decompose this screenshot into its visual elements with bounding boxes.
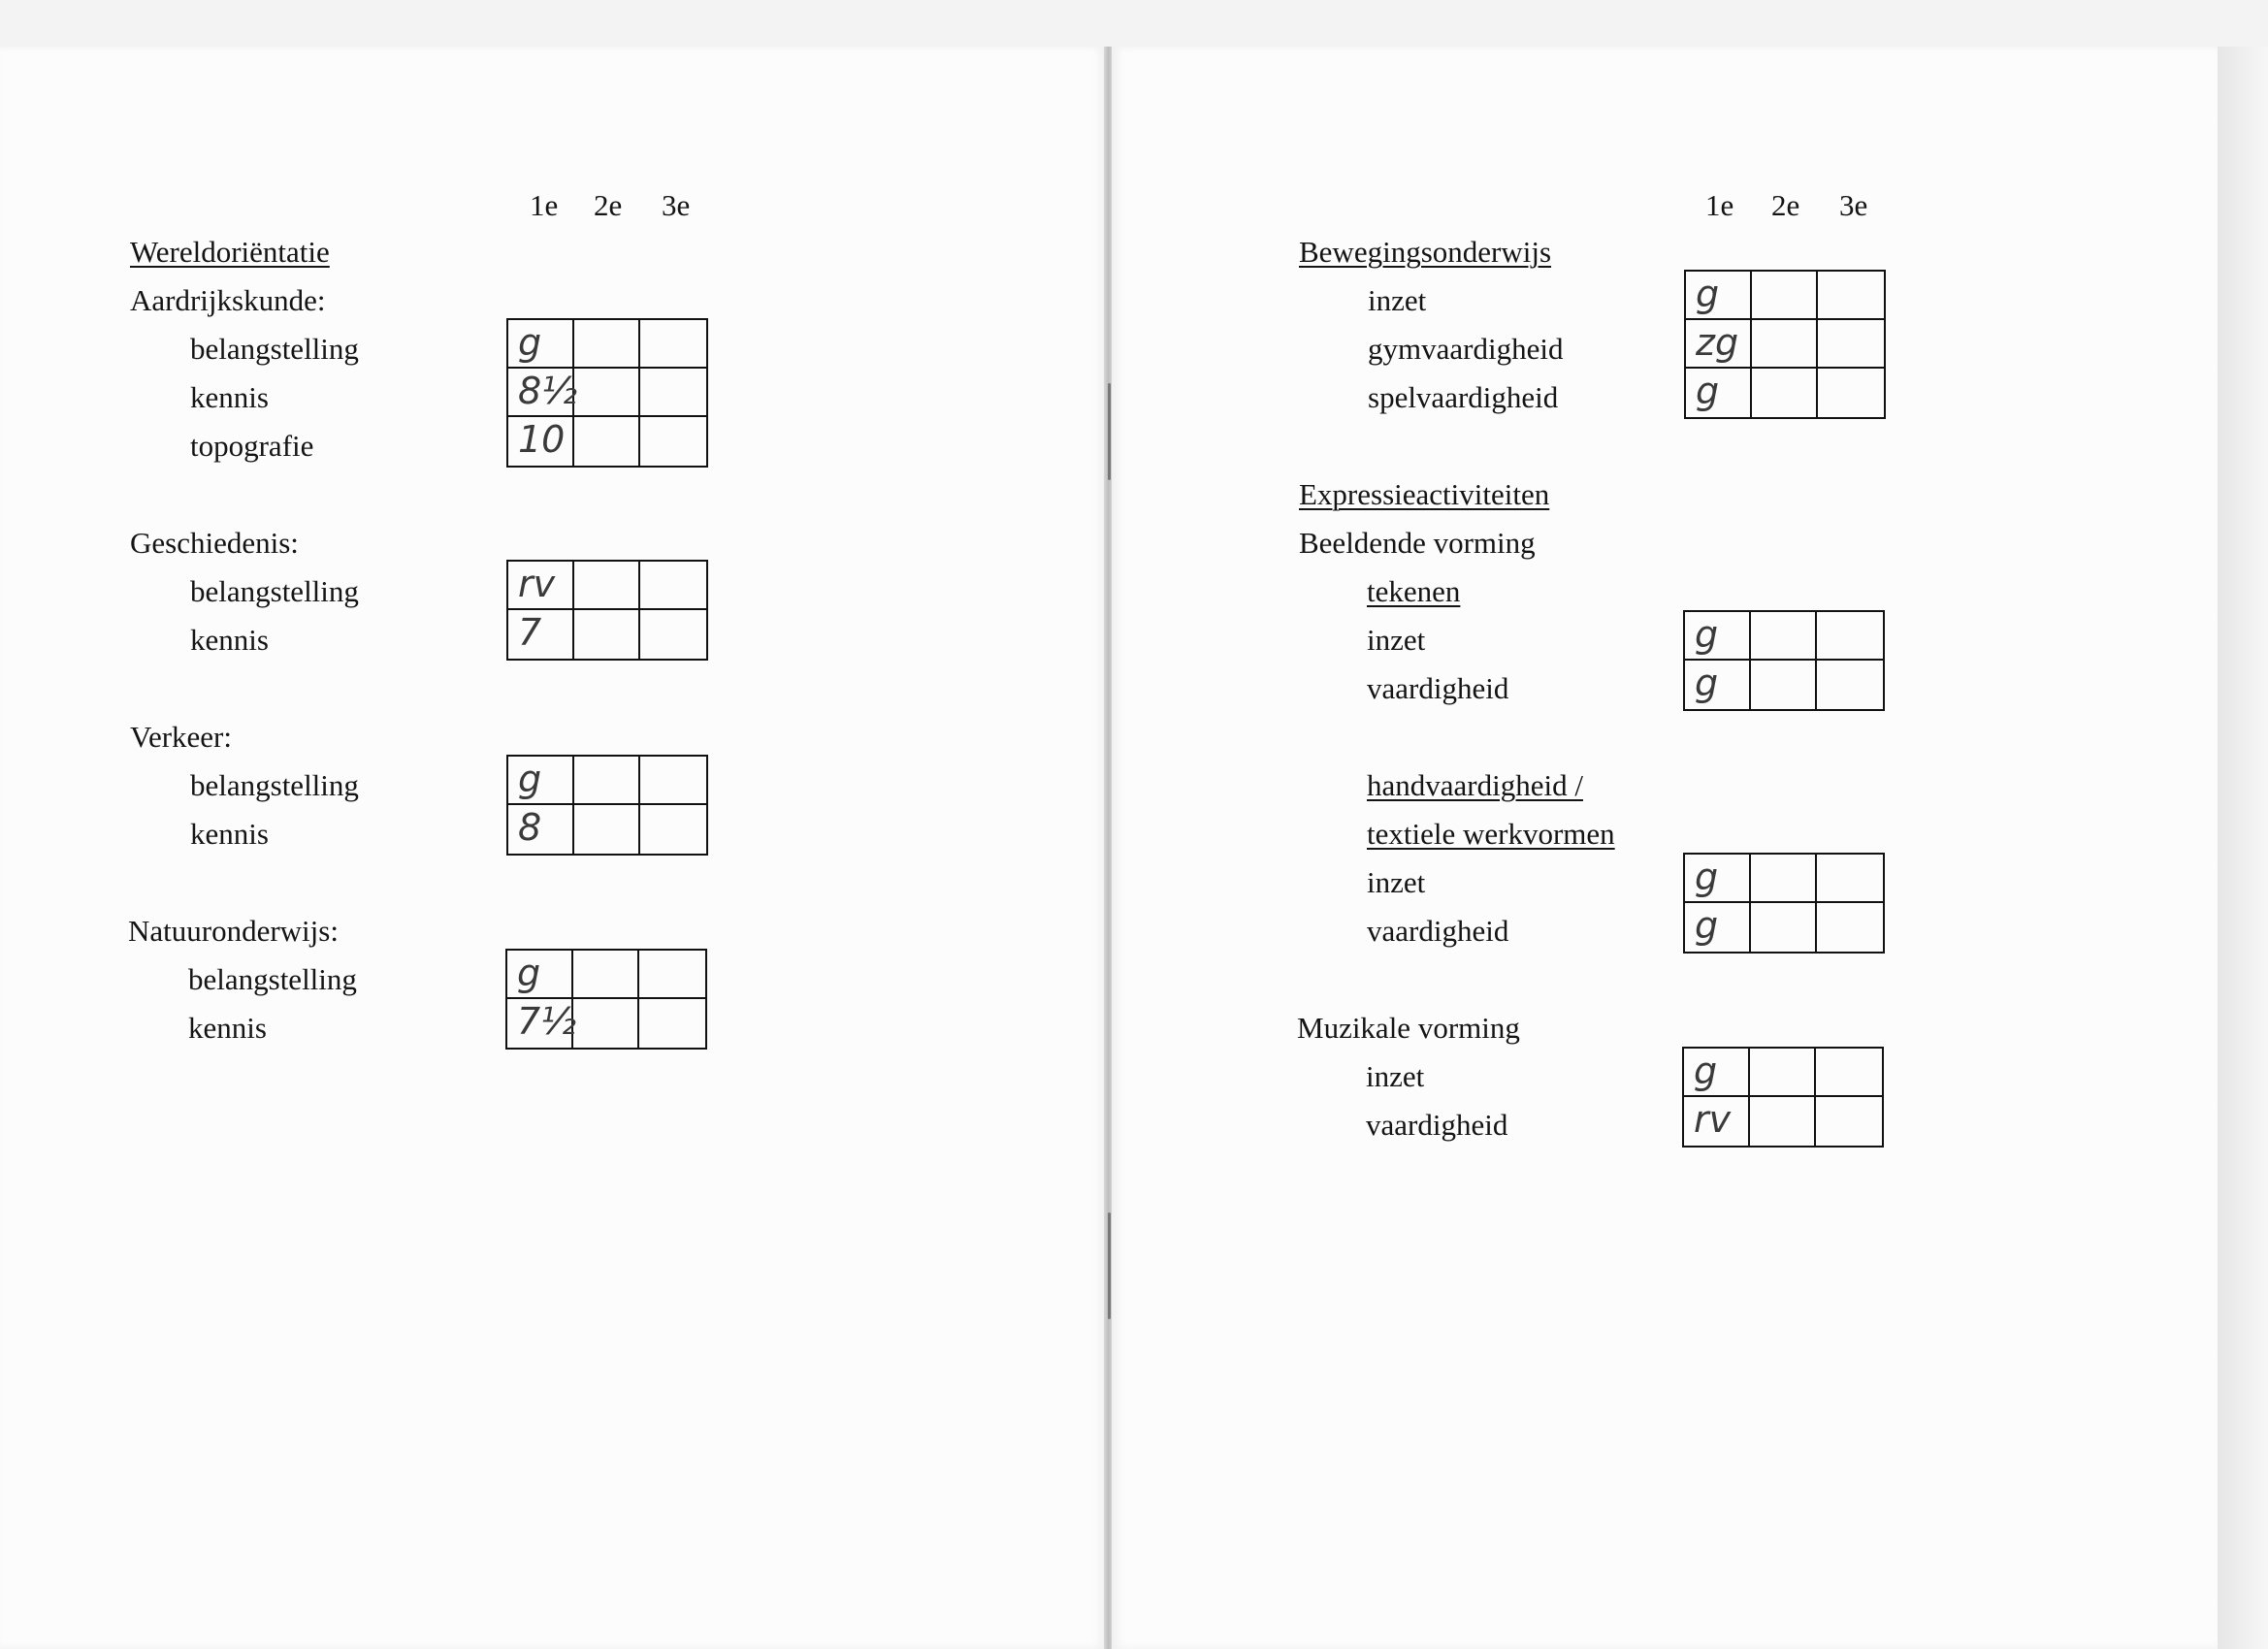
grade-cell	[1684, 1097, 1750, 1146]
staple	[1108, 1212, 1111, 1319]
column-header-1e: 1e	[530, 188, 559, 222]
handwritten-grade: zg	[1696, 321, 1739, 364]
page-edge	[2218, 47, 2268, 1649]
subject-heading: Geschiedenis:	[130, 526, 299, 560]
grade-cell	[1818, 320, 1884, 369]
grade-cell	[1818, 369, 1884, 417]
grade-cell	[1817, 661, 1883, 709]
row-label: kennis	[190, 817, 269, 851]
handwritten-grade: g	[518, 758, 542, 800]
handwritten-grade: 7	[518, 611, 542, 654]
grade-cell	[574, 805, 640, 854]
row-label: kennis	[190, 380, 269, 414]
grade-grid	[1682, 1047, 1884, 1148]
handwritten-grade: g	[1695, 662, 1719, 704]
subsection-heading: tekenen	[1367, 574, 1461, 608]
grade-grid	[1684, 270, 1886, 419]
grade-grid	[1683, 853, 1885, 954]
subject-heading: Bewegingsonderwijs	[1299, 235, 1552, 269]
grade-cell	[1816, 1049, 1882, 1097]
row-label: belangstelling	[188, 962, 357, 996]
grade-cell	[1751, 661, 1817, 709]
handwritten-grade: g	[1696, 273, 1720, 315]
grade-grid	[1683, 610, 1885, 711]
row-label: topografie	[190, 429, 314, 463]
grade-cell	[574, 417, 640, 466]
grade-cell	[1752, 272, 1818, 320]
row-label: spelvaardigheid	[1368, 380, 1559, 414]
grade-cell	[640, 805, 706, 854]
handwritten-grade: g	[517, 952, 541, 994]
grade-cell	[639, 999, 705, 1048]
grade-cell	[574, 610, 640, 659]
grade-cell	[1752, 320, 1818, 369]
grade-cell	[508, 610, 574, 659]
grade-cell	[1817, 612, 1883, 661]
handwritten-grade: rv	[518, 563, 556, 605]
grade-cell	[508, 320, 574, 369]
handwritten-grade: g	[1696, 370, 1720, 412]
grade-cell	[1816, 1097, 1882, 1146]
subject-heading: Natuuronderwijs:	[128, 914, 339, 948]
grade-cell	[508, 562, 574, 610]
grade-cell	[574, 562, 640, 610]
handwritten-grade: g	[1694, 1050, 1718, 1092]
column-header-3e: 3e	[662, 188, 691, 222]
grade-cell	[640, 757, 706, 805]
grade-cell	[1818, 272, 1884, 320]
subject-heading: Muzikale vorming	[1297, 1011, 1520, 1045]
grade-cell	[574, 757, 640, 805]
subsection-heading: handvaardigheid /	[1367, 768, 1583, 802]
grade-cell	[640, 369, 706, 417]
column-header-3e: 3e	[1839, 188, 1868, 222]
grade-cell	[1686, 369, 1752, 417]
grade-cell	[573, 999, 639, 1048]
handwritten-grade: 8½	[518, 370, 578, 412]
subsection-heading: textiele werkvormen	[1367, 817, 1615, 851]
row-label: inzet	[1368, 283, 1427, 317]
row-label: belangstelling	[190, 768, 359, 802]
grade-grid	[506, 318, 708, 468]
grade-cell	[508, 805, 574, 854]
row-label: vaardigheid	[1367, 671, 1509, 705]
grade-cell	[1751, 855, 1817, 903]
grade-cell	[1817, 855, 1883, 903]
handwritten-grade: g	[1695, 904, 1719, 947]
row-label: inzet	[1367, 623, 1426, 657]
grade-cell	[1685, 661, 1751, 709]
grade-cell	[508, 757, 574, 805]
row-label: inzet	[1367, 865, 1426, 899]
grade-cell	[1750, 1049, 1816, 1097]
grade-cell	[1685, 903, 1751, 952]
staple	[1108, 383, 1111, 480]
section-title: Expressieactiviteiten	[1299, 477, 1550, 511]
grade-cell	[1685, 612, 1751, 661]
handwritten-grade: 7½	[517, 1000, 577, 1043]
grade-cell	[640, 562, 706, 610]
grade-cell	[1817, 903, 1883, 952]
grade-cell	[639, 951, 705, 999]
handwritten-grade: g	[1695, 613, 1719, 656]
grade-cell	[1686, 320, 1752, 369]
grade-cell	[1686, 272, 1752, 320]
subject-heading: Aardrijkskunde:	[130, 283, 326, 317]
row-label: belangstelling	[190, 574, 359, 608]
grade-grid	[505, 949, 707, 1050]
row-label: gymvaardigheid	[1368, 332, 1564, 366]
row-label: vaardigheid	[1366, 1108, 1508, 1142]
handwritten-grade: rv	[1694, 1098, 1732, 1141]
handwritten-grade: 10	[518, 418, 566, 461]
column-header-2e: 2e	[594, 188, 623, 222]
grade-grid	[506, 755, 708, 856]
grade-grid	[506, 560, 708, 661]
grade-cell	[1751, 903, 1817, 952]
right-page	[1112, 47, 2218, 1649]
grade-cell	[574, 320, 640, 369]
row-label: kennis	[190, 623, 269, 657]
grade-cell	[1685, 855, 1751, 903]
column-header-1e: 1e	[1705, 188, 1734, 222]
grade-cell	[640, 417, 706, 466]
subject-heading: Verkeer:	[130, 720, 232, 754]
grade-cell	[507, 999, 577, 1048]
grade-cell	[1684, 1049, 1750, 1097]
column-header-2e: 2e	[1771, 188, 1800, 222]
handwritten-grade: g	[518, 321, 542, 364]
grade-cell	[573, 951, 639, 999]
handwritten-grade: 8	[518, 806, 542, 849]
subject-heading: Beeldende vorming	[1299, 526, 1536, 560]
grade-cell	[1752, 369, 1818, 417]
grade-cell	[640, 610, 706, 659]
row-label: kennis	[188, 1011, 267, 1045]
row-label: inzet	[1366, 1059, 1425, 1093]
grade-cell	[1751, 612, 1817, 661]
row-label: belangstelling	[190, 332, 359, 366]
handwritten-grade: g	[1695, 856, 1719, 898]
grade-cell	[508, 369, 578, 417]
section-title: Wereldoriëntatie	[130, 235, 330, 269]
grade-cell	[640, 320, 706, 369]
grade-cell	[574, 369, 640, 417]
grade-cell	[507, 951, 573, 999]
grade-cell	[508, 417, 574, 466]
row-label: vaardigheid	[1367, 914, 1509, 948]
grade-cell	[1750, 1097, 1816, 1146]
